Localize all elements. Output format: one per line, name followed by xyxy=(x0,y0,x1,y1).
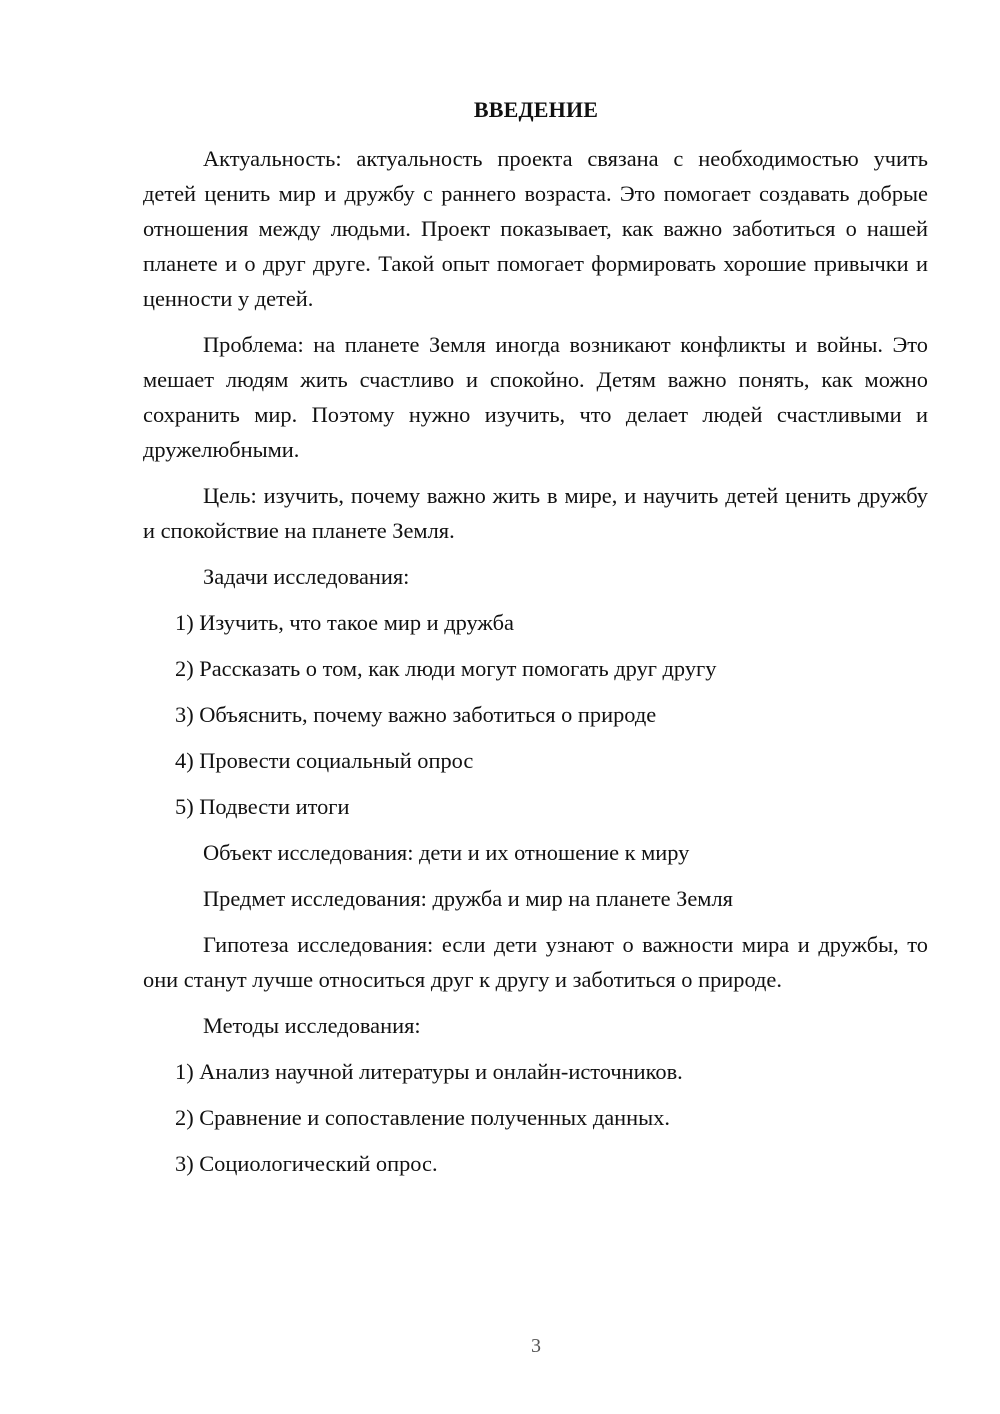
task-item: 5) Подвести итоги xyxy=(175,794,350,819)
goal-paragraph: Цель: изучить, почему важно жить в мире, и научить детей ценить дружбу и спокойствие на планете Земля. xyxy=(143,483,928,543)
hypothesis-paragraph: Гипотеза исследования: если дети узнают о важности мира и дружбы, то они станут лучше относиться друг к другу и заботиться о природе. xyxy=(143,932,928,992)
document-body xyxy=(143,141,928,1192)
object-line: Объект исследования: дети и их отношение к миру xyxy=(203,840,690,865)
relevance-paragraph: Актуальность: актуальность проекта связана с необходимостью учить детей ценить мир и дружбу с раннего возраста. Это помогает создавать добрые отношения между людьми. Проект показывает, как важно заботиться о нашей планете и о друг друге. Такой опыт помогает формировать хорошие привычки и ценности у детей. xyxy=(143,146,928,311)
page-title: ВВЕДЕНИЕ xyxy=(473,97,599,122)
method-item: 1) Анализ научной литературы и онлайн-источников. xyxy=(175,1059,683,1084)
page-number: 3 xyxy=(531,1335,541,1357)
task-item: 1) Изучить, что такое мир и дружба xyxy=(175,610,514,635)
task-item: 2) Рассказать о том, как люди могут помогать друг другу xyxy=(175,656,717,681)
tasks-heading: Задачи исследования: xyxy=(203,564,410,589)
method-item: 3) Социологический опрос. xyxy=(175,1151,438,1176)
methods-heading: Методы исследования: xyxy=(203,1013,421,1038)
task-item: 3) Объяснить, почему важно заботиться о природе xyxy=(175,702,657,727)
method-item: 2) Сравнение и сопоставление полученных данных. xyxy=(175,1105,670,1130)
task-item: 4) Провести социальный опрос xyxy=(175,748,474,773)
problem-paragraph: Проблема: на планете Земля иногда возникают конфликты и войны. Это мешает людям жить счастливо и спокойно. Детям важно понять, как можно сохранить мир. Поэтому нужно изучить, что делает людей счастливыми и дружелюбными. xyxy=(143,332,928,462)
subject-line: Предмет исследования: дружба и мир на планете Земля xyxy=(203,886,733,911)
